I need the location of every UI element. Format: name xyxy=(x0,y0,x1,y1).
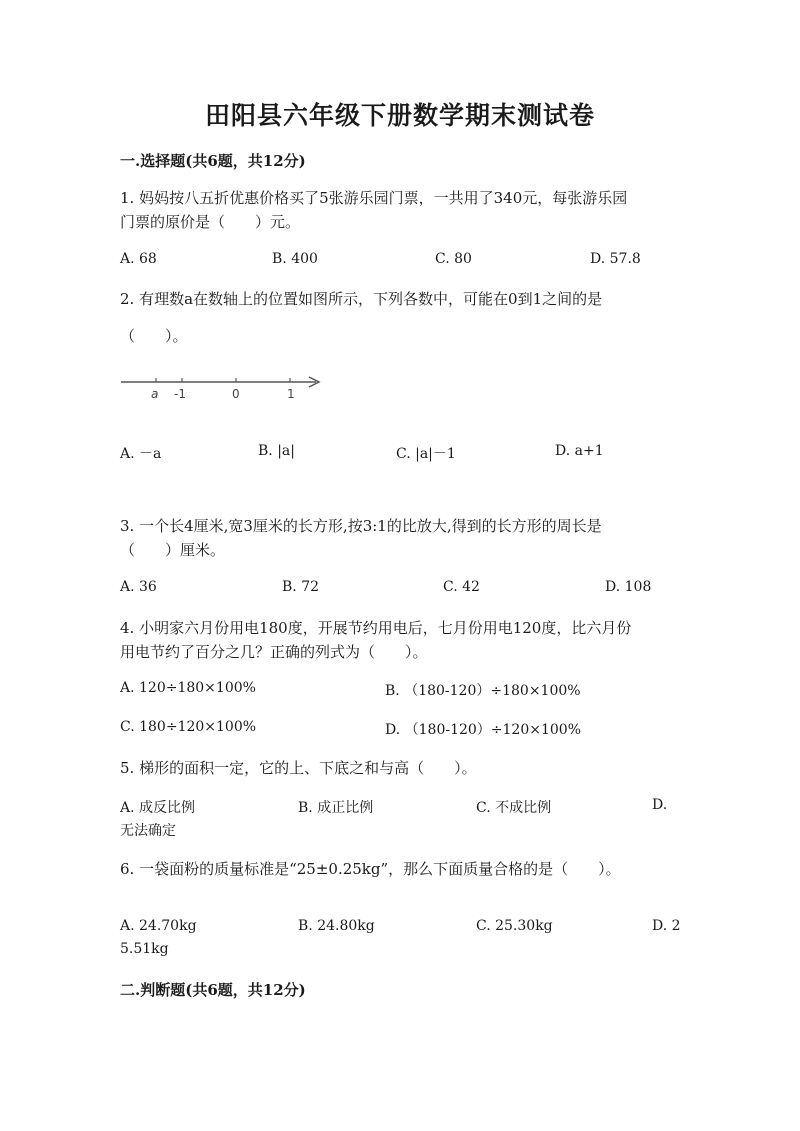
question-1-line-1: 1. 妈妈按八五折优惠价格买了5张游乐园门票，一共用了340元，每张游乐园 xyxy=(120,189,628,207)
question-3-line-1: 3. 一个长4厘米,宽3厘米的长方形,按3:1的比放大,得到的长方形的周长是 xyxy=(120,517,602,535)
question-6-option-a: A. 24.70kg xyxy=(120,918,197,934)
question-4-option-d: D. （180-120）÷120×100% xyxy=(385,722,582,738)
question-1-option-b: B. 400 xyxy=(272,251,318,267)
question-1-option-a: A. 68 xyxy=(120,251,157,267)
question-1-option-d: D. 57.8 xyxy=(590,251,641,267)
question-5-option-d-wrap: 无法确定 xyxy=(120,823,176,839)
question-2-option-d: D. a+1 xyxy=(555,443,604,459)
question-6-line-1: 6. 一袋面粉的质量标准是“25±0.25kg”，那么下面质量合格的是（ ）。 xyxy=(120,860,621,878)
question-3-option-d: D. 108 xyxy=(605,579,652,595)
question-5-line-1: 5. 梯形的面积一定，它的上、下底之和与高（ ）。 xyxy=(120,759,477,777)
question-5-option-a: A. 成反比例 xyxy=(120,800,196,816)
question-5-option-c: C. 不成比例 xyxy=(476,800,552,816)
question-2-option-c: C. |a|－1 xyxy=(396,446,456,462)
question-4-option-c: C. 180÷120×100% xyxy=(120,719,257,735)
question-3-option-b: B. 72 xyxy=(282,579,320,595)
question-4-line-2: 用电节约了百分之几？正确的列式为（ ）。 xyxy=(120,643,428,661)
question-3-line-2: （ ）厘米。 xyxy=(120,541,226,559)
question-4-option-b: B. （180-120）÷180×100% xyxy=(385,683,581,699)
question-6-option-d-wrap: 5.51kg xyxy=(120,941,169,957)
question-5-option-d: D. xyxy=(652,797,668,813)
number-line-figure xyxy=(118,372,328,404)
label-minus-1: -1 xyxy=(174,387,186,401)
question-4-line-1: 4. 小明家六月份用电180度，开展节约用电后，七月份用电120度，比六月份 xyxy=(120,619,632,637)
question-2-line-2: （ ）。 xyxy=(120,327,188,345)
question-1-option-c: C. 80 xyxy=(435,251,472,267)
section-heading-choice: 一.选择题(共6题，共12分) xyxy=(120,152,306,170)
question-5-option-b: B. 成正比例 xyxy=(298,800,374,816)
question-6-option-c: C. 25.30kg xyxy=(476,918,553,934)
question-6-option-b: B. 24.80kg xyxy=(298,918,375,934)
section-heading-judgement: 二.判断题(共6题，共12分) xyxy=(120,981,306,999)
question-3-option-a: A. 36 xyxy=(120,579,157,595)
label-0: 0 xyxy=(232,387,240,401)
question-1-line-2: 门票的原价是（ ）元。 xyxy=(120,213,301,231)
question-4-option-a: A. 120÷180×100% xyxy=(120,680,256,696)
question-6-option-d: D. 2 xyxy=(652,918,681,934)
label-1: 1 xyxy=(287,387,295,401)
question-2-line-1: 2. 有理数a在数轴上的位置如图所示，下列各数中，可能在0到1之间的是 xyxy=(120,290,603,308)
question-2-option-b: B. |a| xyxy=(258,443,295,459)
label-a: a xyxy=(151,387,159,401)
question-3-option-c: C. 42 xyxy=(443,579,480,595)
question-2-option-a: A. －a xyxy=(120,446,162,462)
page-title: 田阳县六年级下册数学期末测试卷 xyxy=(204,101,595,130)
